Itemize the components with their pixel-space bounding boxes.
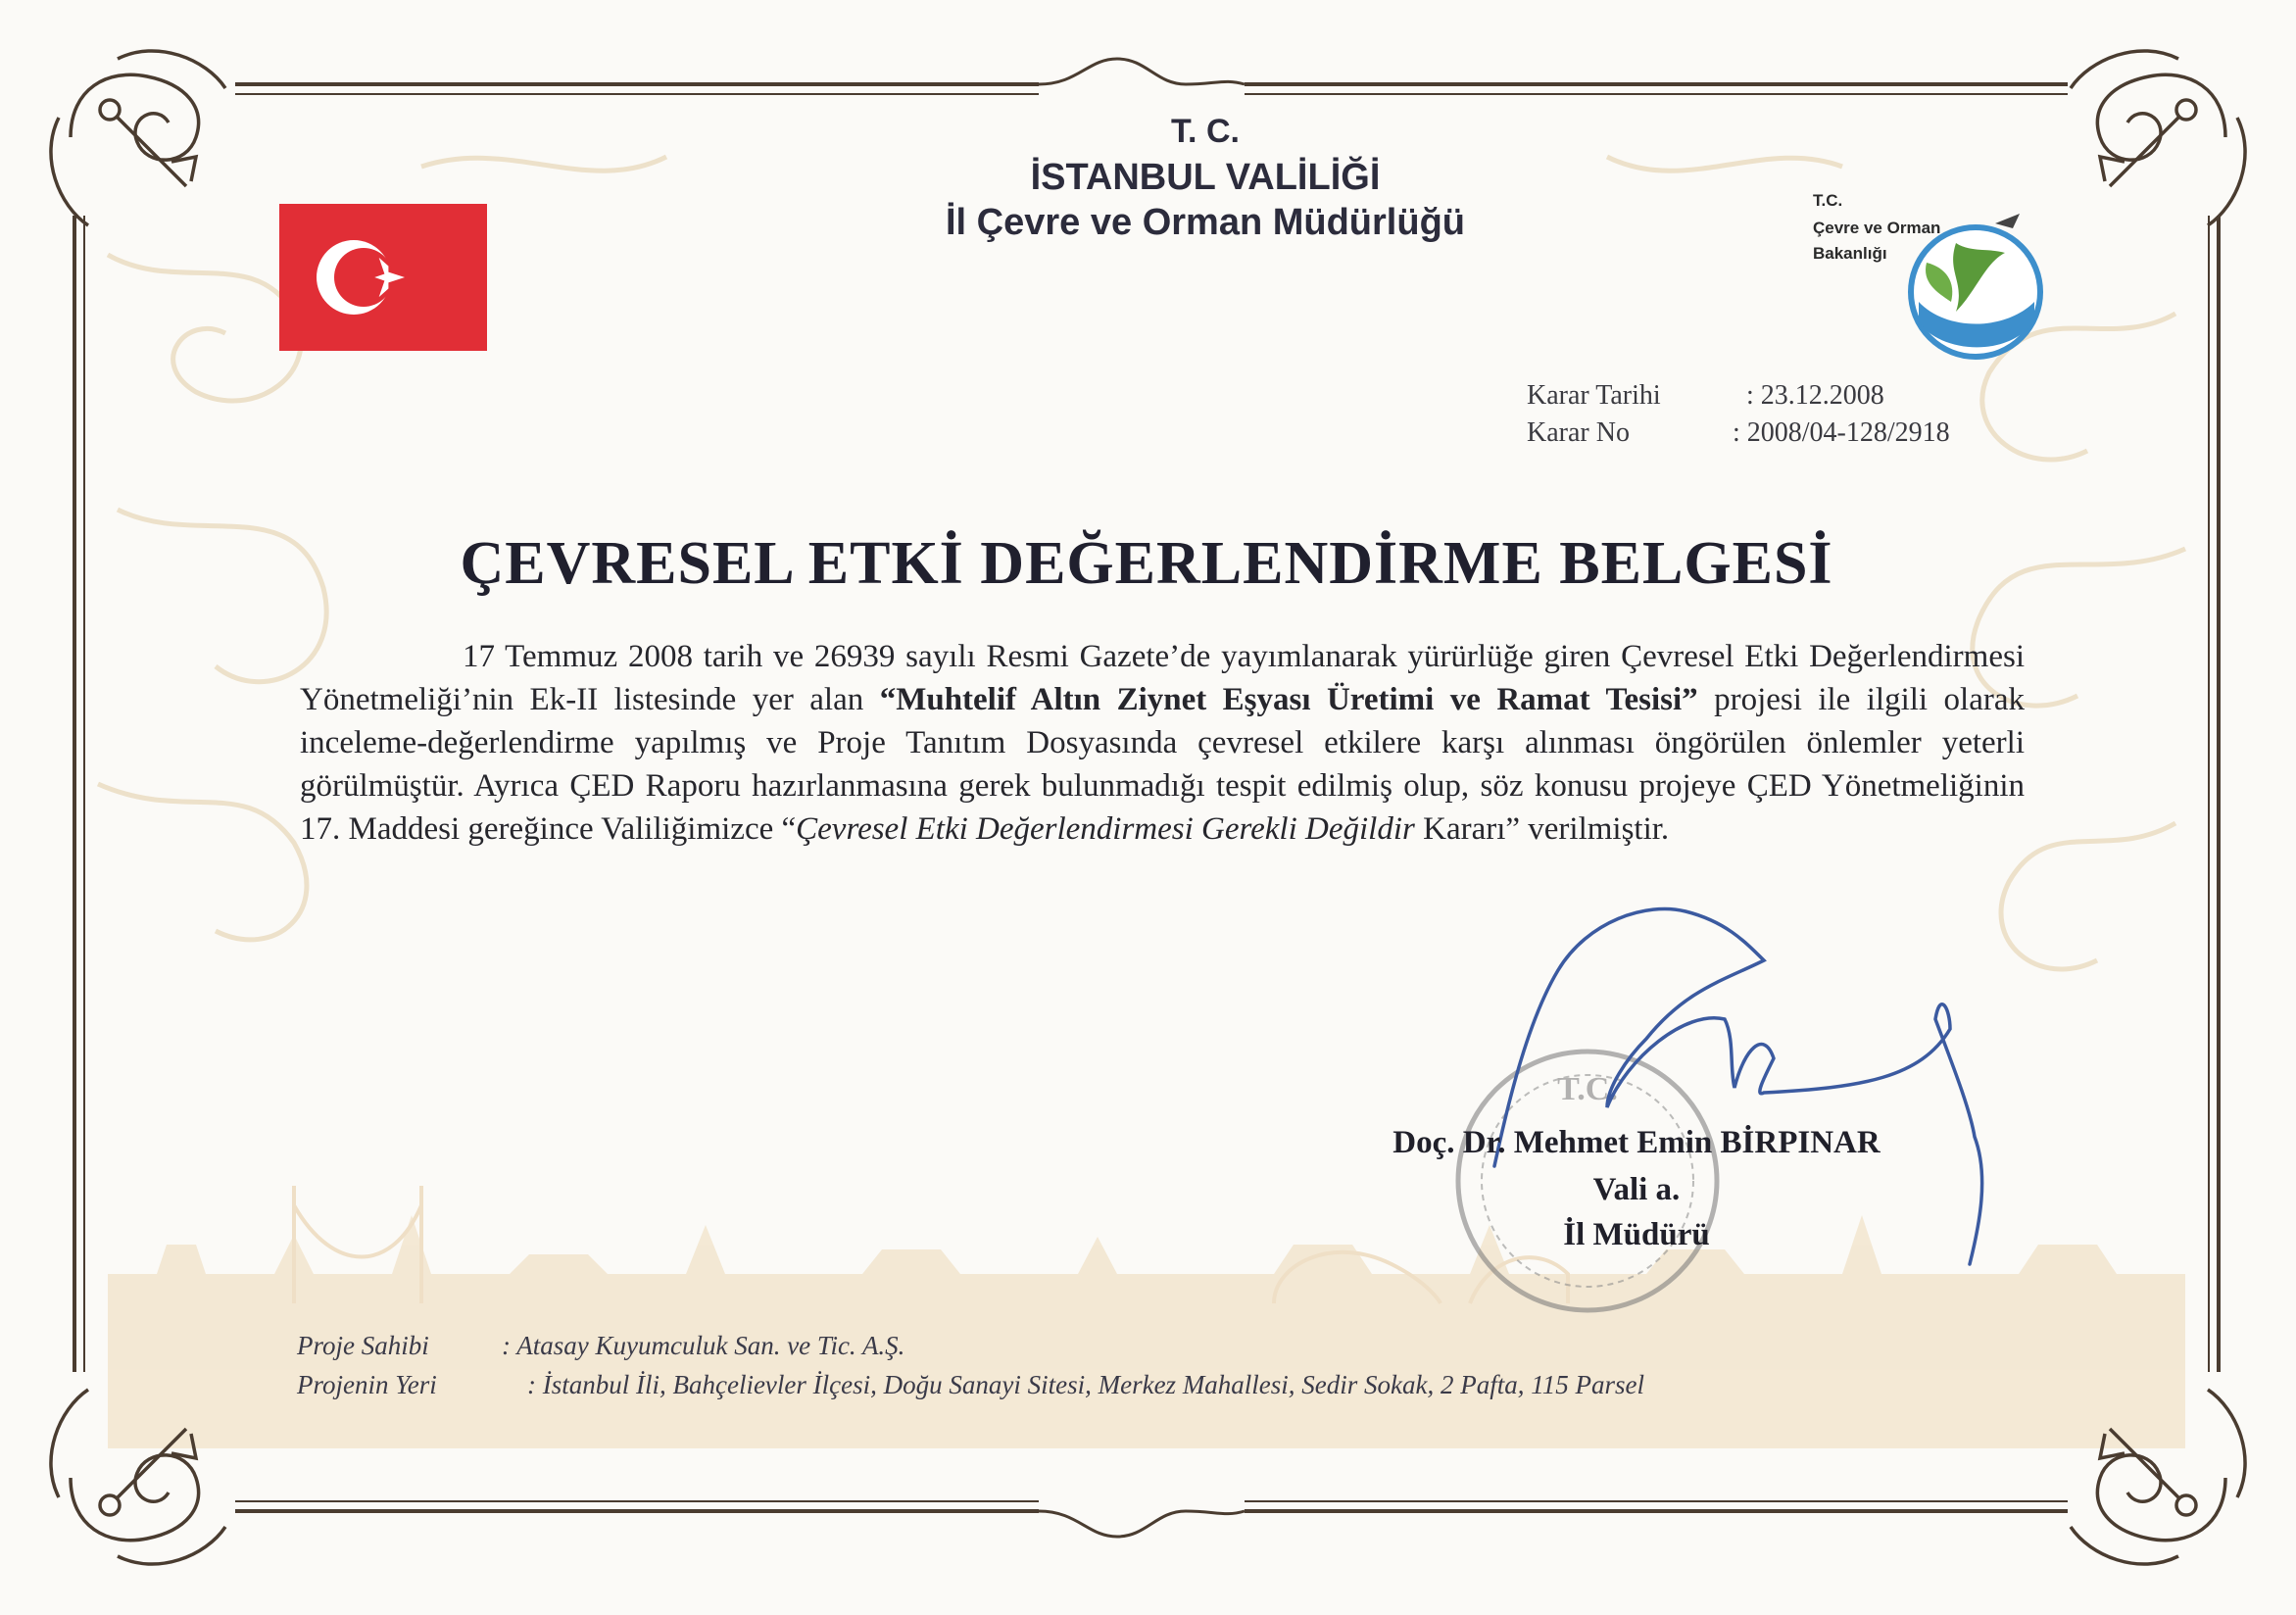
header-tc: T. C. bbox=[1171, 113, 1240, 150]
project-owner-value: : Atasay Kuyumculuk San. ve Tic. A.Ş. bbox=[502, 1331, 905, 1360]
decision-date-value: : 23.12.2008 bbox=[1746, 380, 1884, 411]
decision-no-label: Karar No bbox=[1527, 417, 1630, 448]
document-title: ÇEVRESEL ETKİ DEĞERLENDİRME BELGESİ bbox=[460, 530, 1833, 597]
decision-no-value: : 2008/04-128/2918 bbox=[1733, 417, 1950, 448]
frame-flourish-bottom bbox=[1039, 1511, 1245, 1537]
corner-ornament-top-right bbox=[2071, 51, 2245, 225]
corner-ornament-top-left bbox=[51, 51, 225, 225]
body-text-part2: projesi ile ilgili olarak inceleme-değerlendirme yapılmış ve Proje Tanıtım Dosyasında çevresel etkilere karşı alınması öngörülen önlemler yeterli görülmüştür. Ayrıca ÇED Raporu hazırlanmasına gerek bulunmadığı tespit edilmiş olup, söz konusu projeye ÇED Yönetmeliğinin 17. Maddesi gereğince Valiliğimizce “ bbox=[300, 682, 2025, 847]
logo-label-tc: T.C. bbox=[1813, 191, 1843, 210]
project-location-label: Projenin Yeri bbox=[297, 1370, 437, 1399]
turkish-flag-icon bbox=[279, 204, 487, 351]
stamp-tc-text: T.C. bbox=[1557, 1071, 1618, 1107]
project-name: “Muhtelif Altın Ziynet Eşyası Üretimi ve Ramat Tesisi” bbox=[879, 682, 1698, 717]
logo-label-ministry-line1: Çevre ve Orman bbox=[1813, 219, 1941, 237]
frame-flourish-top bbox=[1039, 59, 1245, 84]
corner-ornament-bottom-right bbox=[2071, 1390, 2245, 1564]
ministry-logo-icon bbox=[1809, 184, 2044, 370]
body-text-part1: 17 Temmuz 2008 tarih ve 26939 sayılı Resmi Gazete’de yayımlanarak yürürlüğe giren Çevresel Etki Değerlendirmesi Yönetmeliği’nin Ek-II listesinde yer alan bbox=[300, 639, 2025, 717]
decision-phrase: Çevresel Etki Değerlendirmesi Gerekli Değildir bbox=[796, 811, 1415, 847]
header-valilik: İSTANBUL VALİLİĞİ bbox=[1030, 157, 1381, 198]
corner-ornament-bottom-left bbox=[51, 1390, 225, 1564]
header-mudurluk: İl Çevre ve Orman Müdürlüğü bbox=[946, 202, 1465, 243]
signer-role-vali: Vali a. bbox=[1592, 1172, 1681, 1207]
decision-date-label: Karar Tarihi bbox=[1527, 380, 1661, 411]
signer-role-mudur: İl Müdürü bbox=[1563, 1217, 1710, 1252]
body-paragraph bbox=[300, 635, 2025, 851]
signer-name: Doç. Dr. Mehmet Emin BİRPINAR bbox=[1392, 1125, 1881, 1160]
project-owner-label: Proje Sahibi bbox=[297, 1331, 429, 1360]
body-text-part3: Kararı” verilmiştir. bbox=[1414, 811, 1670, 847]
logo-label-ministry-line2: Bakanlığı bbox=[1813, 244, 1887, 263]
project-location-value: : İstanbul İli, Bahçelievler İlçesi, Doğu Sanayi Sitesi, Merkez Mahallesi, Sedir Sokak, 2 Pafta, 115 Parsel bbox=[527, 1370, 1644, 1399]
